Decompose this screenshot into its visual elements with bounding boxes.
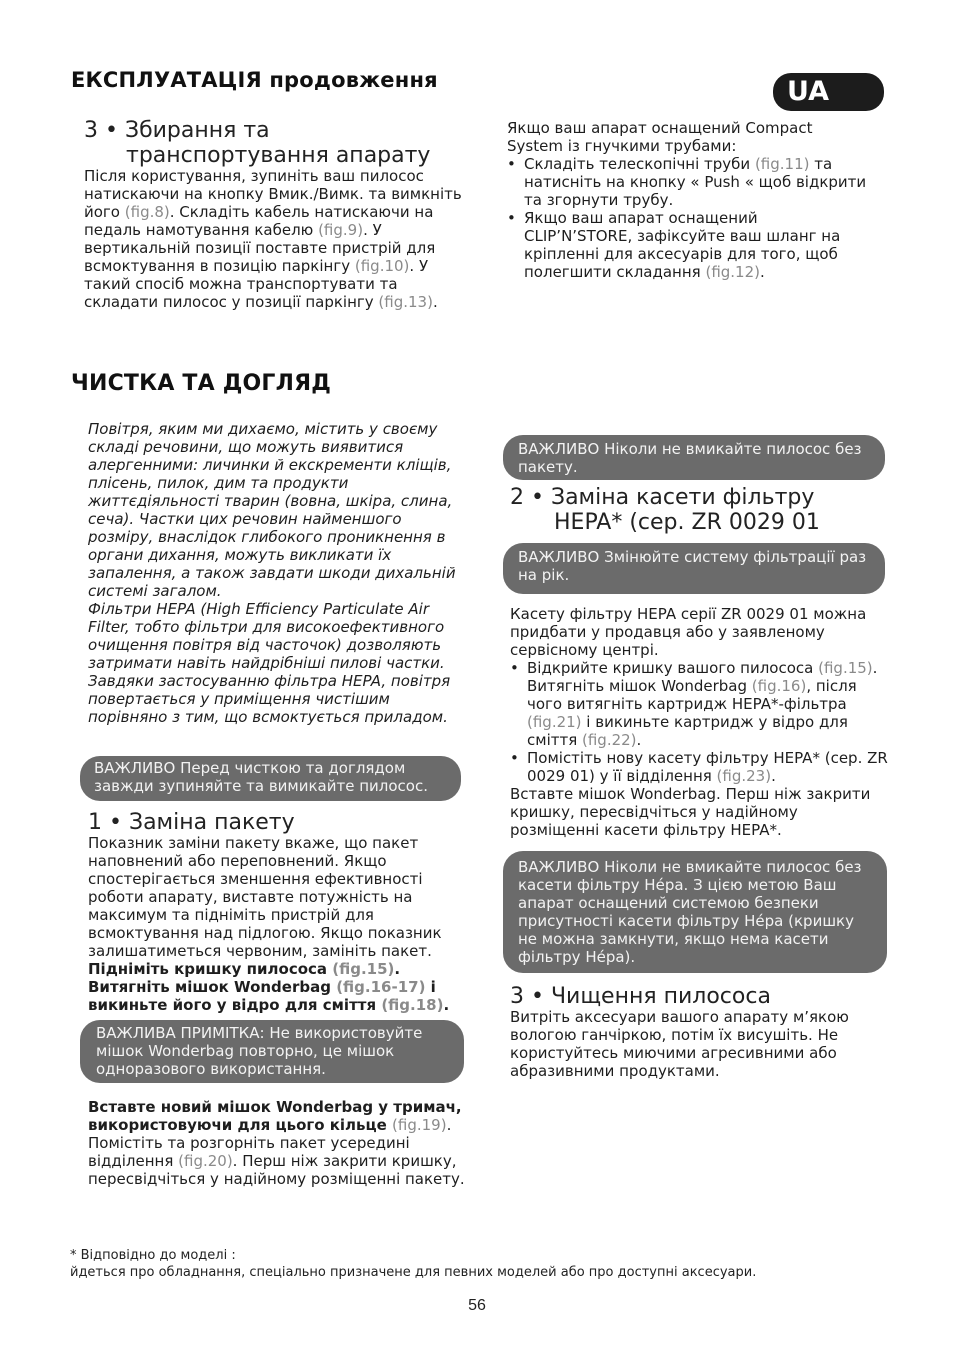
fig-ref: (fig.8): [124, 203, 170, 221]
fig-ref: (fig.15): [818, 659, 873, 677]
compact-bullet-1: [507, 155, 867, 209]
hepa-bullet-text: , після чого витягніть картридж HEPA*-фільтра: [527, 677, 857, 713]
fold-heading-line2: транспортування апарату: [126, 143, 431, 168]
bag-step-text: і викиньте його у відро для сміття: [88, 978, 436, 1014]
note-never-without-filter: ВАЖЛИВО Ніколи не вмикайте пилосос без касети фільтру Нéра. З цією метою Ваш апарат оснащений системою безпеки присутності касети фільтру Нéра (кришку не можна замкнути, якщо нема касети фільтру Нéра).: [503, 851, 887, 973]
hepa-bullet-text: Відкрийте кришку вашого пилососа: [527, 659, 819, 677]
section-title-main: ЕКСПЛУАТАЦІЯ: [71, 68, 262, 92]
section-title-operation: [71, 68, 438, 92]
hepa-heading: [510, 485, 890, 535]
fig-ref: (fig.22): [582, 731, 637, 749]
fold-text-2: . Складіть кабель натискаючи на педаль намотування кабелю: [84, 203, 434, 239]
note-never-without-bag: ВАЖЛИВО Ніколи не вмикайте пилосос без пакету.: [503, 435, 885, 480]
fig-ref: (fig.13): [378, 293, 433, 311]
bag-heading: 1 • Заміна пакету: [88, 810, 295, 835]
fold-section: [84, 118, 464, 311]
hepa-heading-line1: 2 • Заміна касети фільтру: [510, 485, 815, 510]
bag-indicator-text: Показник заміни пакету вкаже, що пакет наповнений або переповнений. Якщо спостерігається зменшення ефективності роботи апарату, виставте потужність на максимум та підніміть пристрій для всмоктування над підлогою. Якщо показник залишатиметься червоним, замініть пакет.: [88, 834, 442, 960]
fig-ref: (fig.18): [381, 996, 444, 1014]
bag-step-text: .: [443, 996, 450, 1014]
care-intro: [88, 420, 468, 726]
care-intro-allergens: Повітря, яким ми дихаємо, містить у своєму складі речовини, що можуть виявитися алергенними: личинки й екскременти кліщів, плісень, пилок, дим та продукти життєдіяльності тварин (вовна, шкіра, слина, сеча). Частки цих речовин найменшого розміру, внаслідок глибокого проникнення в органи дихання, можуть викликати їх запалення, а також завдати шкоди дихальній системі загалом.: [88, 420, 456, 600]
hepa-bullet-text: .: [771, 767, 776, 785]
footnote-line1: * Відповідно до моделі :: [70, 1248, 236, 1263]
footnote: [70, 1247, 890, 1281]
fig-ref: (fig.15): [332, 960, 395, 978]
hepa-intro: Касету фільтру HEPA серії ZR 0029 01 можна придбати у продавця або у заявленому сервісному центрі.: [510, 605, 867, 659]
compact-system-block: [507, 119, 867, 281]
fig-ref: (fig.12): [705, 263, 760, 281]
note-single-use-bag: ВАЖЛИВА ПРИМІТКА: Не використовуйте мішок Wonderbag повторно, це мішок одноразового використання.: [80, 1020, 464, 1083]
fig-ref: (fig.23): [716, 767, 772, 785]
compact-bullet-2-text: Якщо ваш апарат оснащений CLIP’N’STORE, зафіксуйте ваш шланг на кріпленні для аксесуарів для того, щоб полегшити складання: [524, 209, 841, 281]
section-title-continued: продовження: [269, 68, 438, 92]
hepa-body: [510, 605, 890, 839]
fold-heading: [84, 118, 464, 168]
bag-insert-paragraph: [88, 1098, 470, 1188]
hepa-bullet-1: [510, 659, 890, 749]
cleaning-text: Витріть аксесуари вашого апарату м’якою вологою ганчіркою, потім їх висушіть. Не користуйтесь миючими агресивними або абразивними продуктами.: [510, 1008, 849, 1080]
cleaning-heading: 3 • Чищення пилососа: [510, 984, 771, 1009]
hepa-outro: Вставте мішок Wonderbag. Перш ніж закрити кришку, пересвідчіться у надійному розміщенні касети фільтру HEPA*.: [510, 785, 871, 839]
care-intro-hepa: Фільтри HEPA (High Efficiency Particulate Air Filter, тобто фільтри для високоефективного очищення повітря від часточок) дозволяють затримати навіть найдрібніші пилові частки. Завдяки застосуванню фільтра HEPA, повітря повертається у приміщення чистішим порівняно з тим, що всмоктується приладом.: [88, 600, 451, 726]
compact-intro: Якщо ваш апарат оснащений Compact System із гнучкими трубами:: [507, 119, 813, 155]
fig-ref: (fig.16-17): [336, 978, 426, 996]
compact-bullet-2-text-b: .: [760, 263, 765, 281]
fold-text-3: . У вертикальній позиції поставте пристрій для всмоктування в позицію паркінгу: [84, 221, 436, 275]
note-change-yearly: ВАЖЛИВО Змінюйте систему фільтрації раз на рік.: [503, 543, 885, 594]
hepa-heading-line2: HEPA* (сер. ZR 0029 01: [554, 510, 820, 535]
fold-text-4: . У такий спосіб можна транспортувати та складати пилосос у позиції паркінгу: [84, 257, 429, 311]
fold-heading-line1: 3 • Збирання та: [84, 118, 270, 143]
bag-section: [88, 810, 468, 1014]
care-title: ЧИСТКА ТА ДОГЛЯД: [71, 371, 332, 396]
note-stop-before-cleaning: ВАЖЛИВО Перед чисткою та доглядом завжди зупиняйте та вимикайте пилосос.: [80, 756, 461, 801]
hepa-bullet-text: Помістіть нову касету фільтру HEPA* (сер. ZR 0029 01) у її відділення: [527, 749, 888, 785]
compact-bullet-2: [507, 209, 867, 281]
page-number: 56: [468, 1297, 486, 1314]
compact-bullet-1-text-b: та натисніть на кнопку « Push « щоб відкрити та згорнути трубу.: [524, 155, 867, 209]
hepa-bullet-text: .: [636, 731, 642, 749]
fig-ref: (fig.16): [751, 677, 807, 695]
hepa-bullet-text: і викиньте картридж у відро для сміття: [527, 713, 848, 749]
bag-steps: [88, 960, 468, 1014]
fold-paragraph: [84, 167, 464, 311]
fold-text-1: Після користування, зупиніть ваш пилосос натискаючи на кнопку Вмик./Вимк. та вимкніть його: [84, 167, 462, 221]
bag-insert-text: . Помістіть та розгорніть пакет усередині відділення: [88, 1116, 452, 1170]
bag-step-text: Підніміть кришку пилососа: [88, 960, 333, 978]
fig-ref: (fig.20): [178, 1152, 233, 1170]
fig-ref: (fig.19): [392, 1116, 447, 1134]
compact-bullet-1-text: Складіть телескопічні труби: [524, 155, 755, 173]
hepa-bullet-2: [510, 749, 890, 785]
fig-ref: (fig.21): [527, 713, 582, 731]
cleaning-section: [510, 984, 890, 1080]
footnote-line2: йдеться про обладнання, спеціально призначене для певних моделей або про доступні аксесуари.: [70, 1265, 757, 1280]
fold-text-5: .: [432, 293, 438, 311]
fig-ref: (fig.9): [318, 221, 364, 239]
bag-insert-bold: Вставте новий мішок Wonderbag у тримач, використовуючи для цього кільце: [88, 1098, 462, 1134]
bag-insert-text-b: . Перш ніж закрити кришку, пересвідчіться у надійному розміщенні пакету.: [88, 1152, 465, 1188]
fig-ref: (fig.10): [354, 257, 410, 275]
language-badge: UA: [773, 73, 884, 111]
fig-ref: (fig.11): [754, 155, 810, 173]
hepa-bullet-text: . Витягніть мішок Wonderbag: [527, 659, 878, 695]
bag-paragraph: [88, 834, 468, 1014]
bag-step-text: . Витягніть мішок Wonderbag: [88, 960, 401, 996]
